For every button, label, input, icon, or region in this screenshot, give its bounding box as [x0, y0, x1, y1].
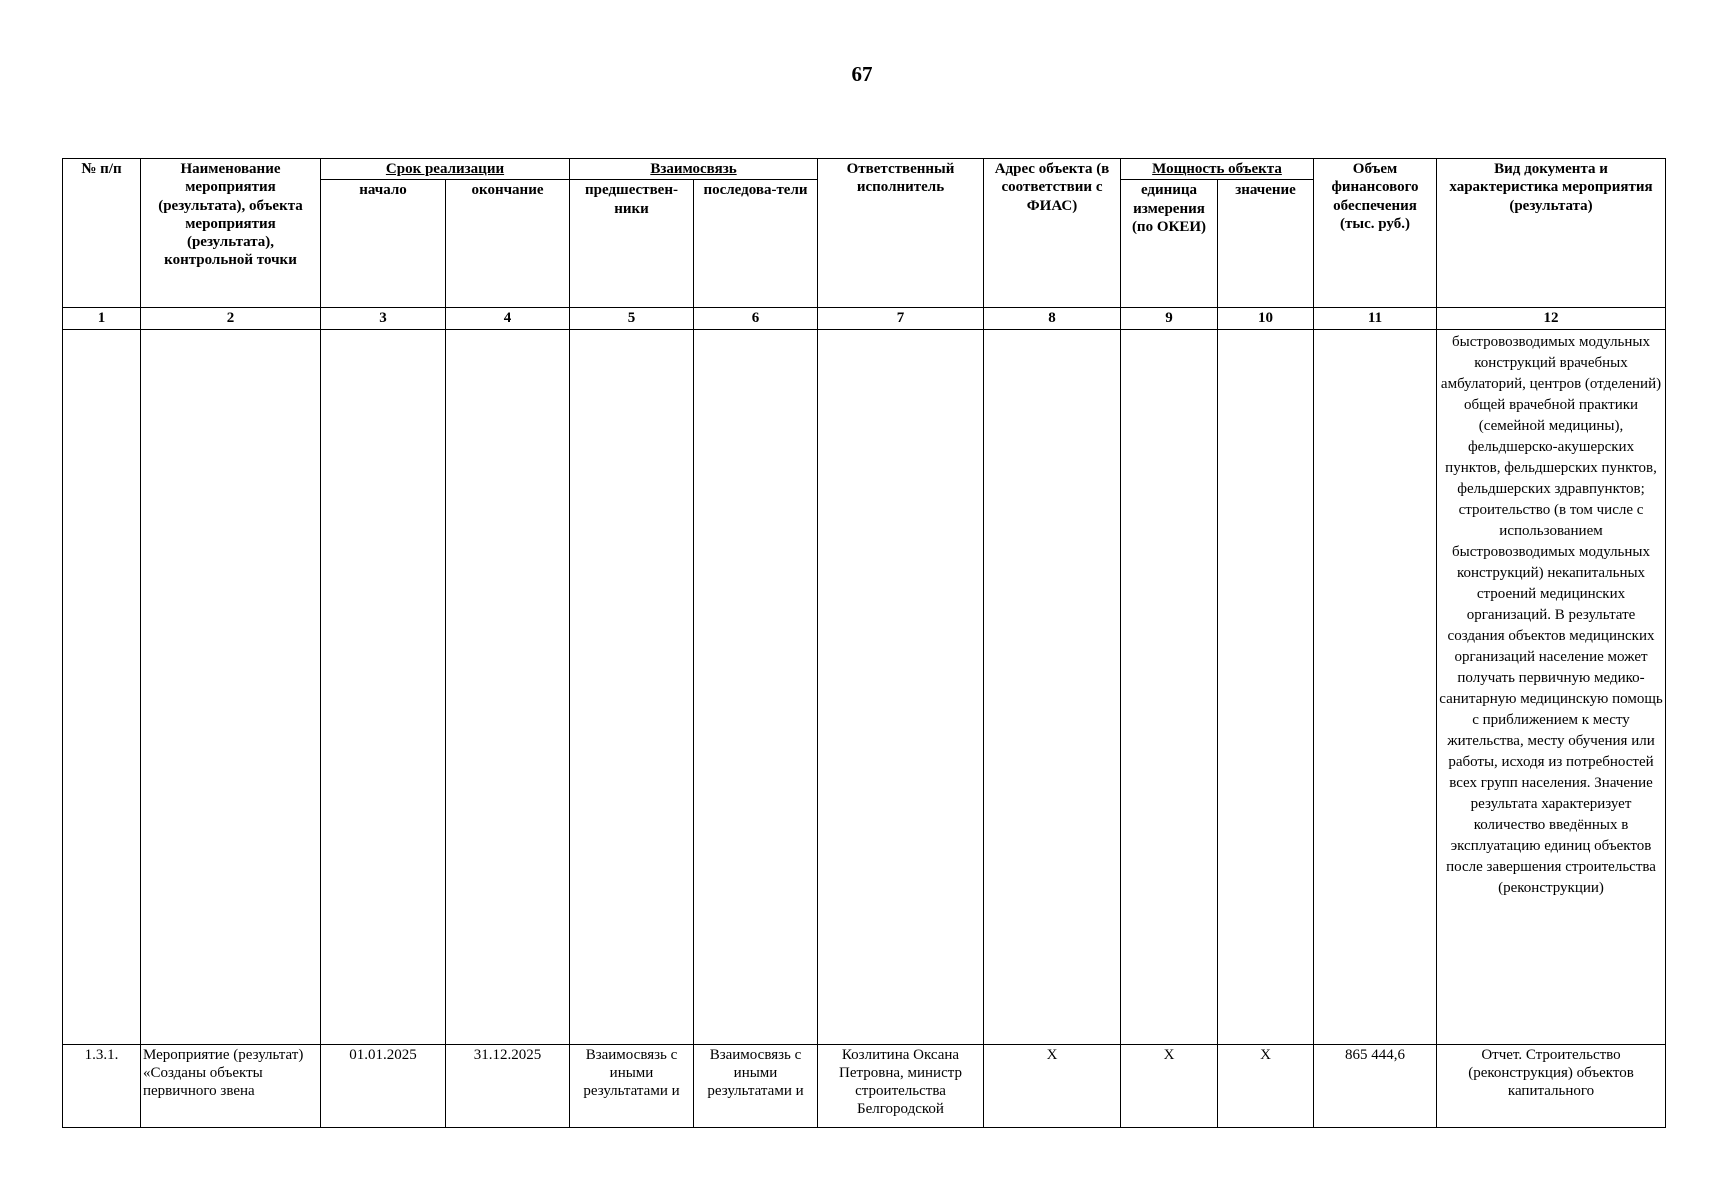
column-number: 3 — [321, 308, 446, 329]
header-row-1 — [63, 159, 1666, 180]
header-doc: Вид документа и характеристика мероприятия (результата) — [1437, 159, 1666, 308]
header-end: окончание — [446, 180, 570, 308]
header-volume: Объем финансового обеспечения (тыс. руб.) — [1314, 159, 1437, 308]
column-number: 5 — [570, 308, 694, 329]
column-number: 1 — [63, 308, 141, 329]
column-number: 12 — [1437, 308, 1666, 329]
column-number: 6 — [694, 308, 818, 329]
continuation-row — [63, 329, 1666, 1044]
empty-cell — [141, 329, 321, 1044]
header-value: значение — [1218, 180, 1314, 308]
page-number: 67 — [851, 62, 873, 86]
row-address: X — [984, 1044, 1121, 1127]
row-doc: Отчет. Строительство (реконструкция) объектов капитального — [1437, 1044, 1666, 1127]
header-period-group: Срок реализации — [321, 159, 570, 180]
empty-cell — [1314, 329, 1437, 1044]
row-value: X — [1218, 1044, 1314, 1127]
header-name: Наименование мероприятия (результата), объекта мероприятия (результата), контрольной точки — [141, 159, 321, 308]
row-responsible: Козлитина Оксана Петровна, министр строительства Белгородской — [818, 1044, 984, 1127]
empty-cell — [63, 329, 141, 1044]
table-row — [63, 1044, 1666, 1127]
plan-table — [62, 158, 1666, 1128]
column-number: 11 — [1314, 308, 1437, 329]
empty-cell — [446, 329, 570, 1044]
header-start: начало — [321, 180, 446, 308]
row-name: Мероприятие (результат) «Созданы объекты первичного звена — [141, 1044, 321, 1127]
row-unit: X — [1121, 1044, 1218, 1127]
empty-cell — [694, 329, 818, 1044]
header-num: № п/п — [63, 159, 141, 308]
empty-cell — [570, 329, 694, 1044]
header-responsible: Ответственный исполнитель — [818, 159, 984, 308]
column-number: 9 — [1121, 308, 1218, 329]
empty-cell — [818, 329, 984, 1044]
row-volume: 865 444,6 — [1314, 1044, 1437, 1127]
empty-cell — [321, 329, 446, 1044]
column-number: 7 — [818, 308, 984, 329]
row-start: 01.01.2025 — [321, 1044, 446, 1127]
row-num: 1.3.1. — [63, 1044, 141, 1127]
empty-cell — [1218, 329, 1314, 1044]
header-address: Адрес объекта (в соответствии с ФИАС) — [984, 159, 1121, 308]
column-number: 10 — [1218, 308, 1314, 329]
empty-cell — [984, 329, 1121, 1044]
header-predecessors: предшествен-ники — [570, 180, 694, 308]
column-number: 4 — [446, 308, 570, 329]
row-successors: Взаимосвязь с иными результатами и — [694, 1044, 818, 1127]
header-link-group: Взаимосвязь — [570, 159, 818, 180]
column-number: 2 — [141, 308, 321, 329]
row-end: 31.12.2025 — [446, 1044, 570, 1127]
doc-description-continued: быстровозводимых модульных конструкций врачебных амбулаторий, центров (отделений) общей врачебной практики (семейной медицины), фельдшерско-акушерских пунктов, фельдшерских пунктов, фельдшерских здравпунктов; строительство (в том числе с использованием быстровозводимых модульных конструкций) некапитальных строений медицинских организаций. В результате создания объектов медицинских организаций население может получать первичную медико-санитарную медицинскую помощь с приближением к месту жительства, месту обучения или работы, исходя из потребностей всех групп населения. Значение результата характеризует количество введённых в эксплуатацию единиц объектов после завершения строительства (реконструкции) — [1437, 329, 1666, 1044]
header-successors: последова-тели — [694, 180, 818, 308]
column-number: 8 — [984, 308, 1121, 329]
empty-cell — [1121, 329, 1218, 1044]
column-numbers-row — [63, 308, 1666, 329]
header-unit: единица измерения (по ОКЕИ) — [1121, 180, 1218, 308]
header-capacity-group: Мощность объекта — [1121, 159, 1314, 180]
row-predecessors: Взаимосвязь с иными результатами и — [570, 1044, 694, 1127]
